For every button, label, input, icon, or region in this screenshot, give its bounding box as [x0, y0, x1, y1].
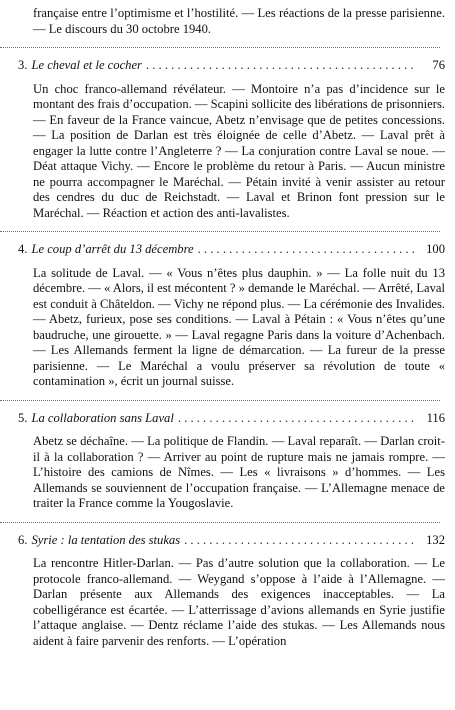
section-summary: La rencontre Hitler-Darlan. — Pas d’autre solution que la collaboration. — Le protocole franco-allemand. — Weygand s’oppose à l’aide à l’Allemagne. — Darlan présente aux Allemands des exigences inacceptables. — La cobelligérance est écartée. — L’atterrissage d’avions allemands en Syrie justifie l’attaque anglaise. — Dentz réclame l’aide des stukas. — Les Allemands nous aident à faire parvenir des renforts. — L’opération — [33, 556, 445, 648]
section-title: Le cheval et le cocher — [31, 58, 142, 72]
section-heading[interactable] — [18, 411, 445, 427]
dot-leader — [178, 411, 417, 427]
section-summary: Un choc franco-allemand révélateur. — Montoire n’a pas d’incidence sur le montant des frais d’occupation. — Scapini sollicite des libérations de prisonniers. — En faveur de la France vaincue, Abetz n’envisage que de petites concessions. — La position de Darlan est très éloignée de celle d’Abetz. — Laval prêt à engager la lutte contre l’Angleterre ? — La conjuration contre Laval se noue. — Déat attaque Vichy. — Encore le problème du retour à Paris. — Aucun ministre ne pourra accompagner le Maréchal. — Pétain invité à venir assister au retour des cendres du duc de Reichstadt. — Laval et Brinon font pression sur le Maréchal. — Réaction et action des anti-lavalistes. — [33, 81, 446, 220]
toc-section-6 — [18, 532, 445, 650]
section-title: La collaboration sans Laval — [31, 410, 174, 425]
table-of-contents-page — [18, 6, 446, 649]
section-number: 6. — [18, 532, 28, 547]
section-divider — [0, 400, 440, 401]
dot-leader — [184, 533, 417, 549]
section-page-number: 100 — [426, 242, 445, 256]
section-heading[interactable] — [18, 242, 445, 258]
section-page-number: 132 — [426, 532, 445, 547]
section-summary: La solitude de Laval. — « Vous n’êtes plus dauphin. » — La folle nuit du 13 décembre. — « Alors, il est mécontent ? » demande le Maréchal. — Arrêté, Laval est conduit à Châteldon. — Vichy ne répond plus. — La cérémonie des Invalides. — Abetz, furieux, pose ses conditions. — Laval à Pétain : « Vous n’êtes qu’une baudruche, une girouette. » — Laval regagne Paris dans la voiture d’Achenbach. — Les Allemands ferment la ligne de démarcation. — La fureur de la presse parisienne. — Le Maréchal a voulu préserver sa révolution de toute « contamination », écrit un journal suisse. — [33, 265, 445, 388]
section-divider — [0, 522, 440, 523]
section-divider — [0, 47, 440, 48]
section-title: Syrie : la tentation des stukas — [31, 532, 181, 547]
dot-leader — [198, 242, 417, 258]
section-number: 4. — [18, 242, 28, 256]
section-heading[interactable] — [18, 533, 445, 549]
section-number: 5. — [18, 410, 28, 425]
section-page-number: 76 — [432, 58, 445, 72]
section-heading[interactable] — [18, 58, 445, 74]
toc-section-4 — [18, 242, 445, 390]
toc-section-5 — [18, 410, 445, 512]
section-number: 3. — [18, 58, 28, 72]
toc-section-3 — [18, 58, 446, 221]
dot-leader — [146, 58, 417, 74]
intro-summary: française entre l’optimisme et l’hostilité. — Les réactions de la presse parisienne. — Le discours du 30 octobre 1940. — [33, 6, 445, 36]
section-title: Le coup d’arrêt du 13 décembre — [31, 242, 194, 256]
section-page-number: 116 — [426, 410, 445, 425]
section-summary: Abetz se déchaîne. — La politique de Flandin. — Laval reparaît. — Darlan croit-il à la collaboration ? — Arriver au point de rupture mais ne jamais rompre. — L’histoire des camions de Nîmes. — Les « livraisons » d’hommes. — Les Allemands se souviennent de l’occupation française. — L’Allemagne menace de traiter la France comme la Yougoslavie. — [33, 434, 445, 510]
section-divider — [0, 231, 440, 232]
